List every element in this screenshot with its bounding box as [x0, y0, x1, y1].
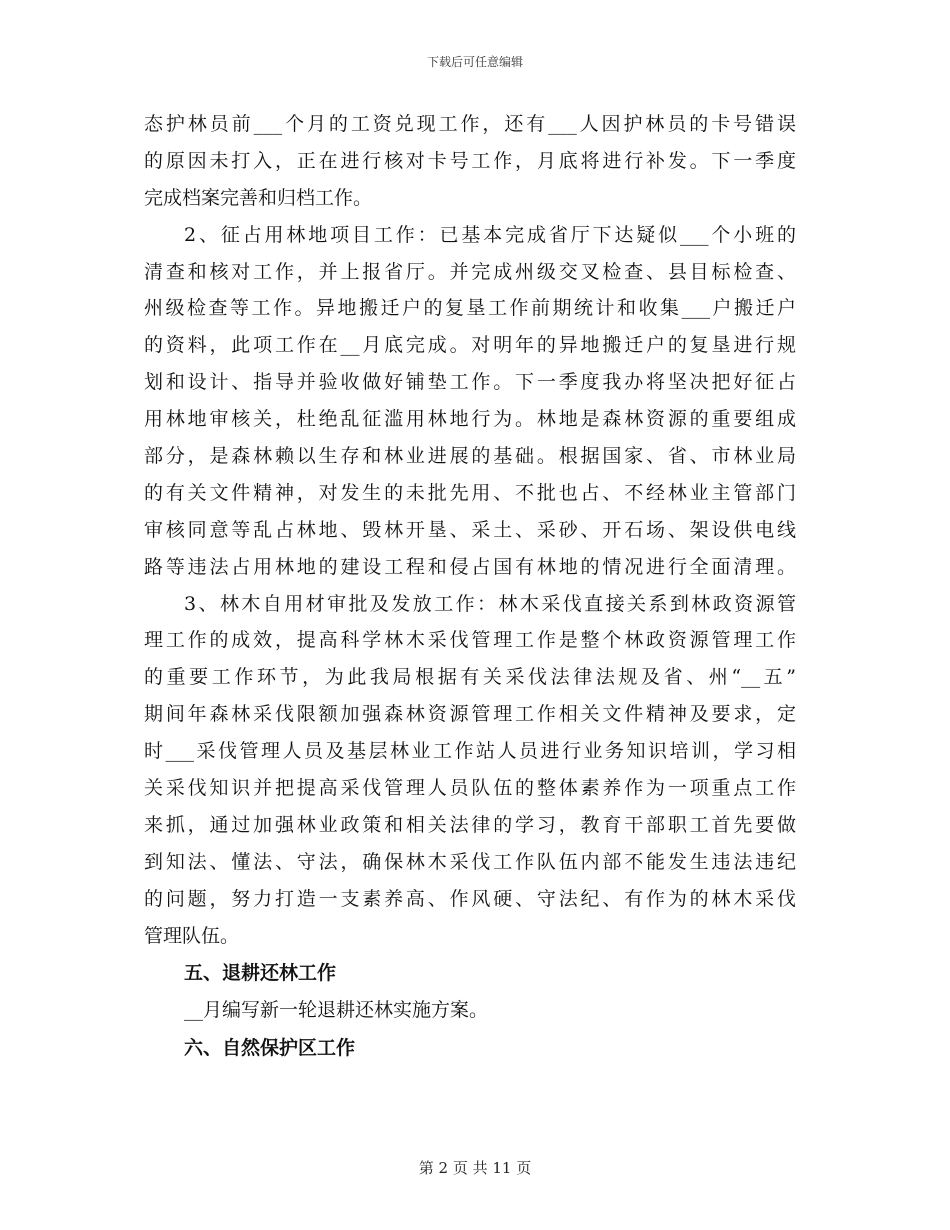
body-line: 关采伐知识并把提高采伐管理人员队伍的整体素养作为一项重点工作 [144, 777, 796, 800]
body-line: 期间年森林采伐限额加强森林资源管理工作相关文件精神及要求，定 [144, 703, 796, 726]
body-line: 部分，是森林赖以生存和林业进展的基础。根据国家、省、市林业局 [144, 445, 796, 468]
body-line: 来抓，通过加强林业政策和相关法律的学习，教育干部职工首先要做 [144, 813, 796, 836]
body-line: 的重要工作环节，为此我局根据有关采伐法律法规及省、州“__五” [144, 666, 796, 689]
body-line: 到知法、懂法、守法，确保林木采伐工作队伍内部不能发生违法违纪 [144, 850, 796, 873]
body-line: 清查和核对工作，并上报省厅。并完成州级交叉检查、县目标检查、 [144, 260, 796, 283]
body-line: 的资料，此项工作在__月底完成。对明年的异地搬迁户的复垦进行规 [144, 334, 796, 357]
page-footer: 第 2 页 共 11 页 [418, 1159, 532, 1177]
body-line: 完成档案完善和归档工作。 [144, 186, 373, 209]
body-line: 划和设计、指导并验收做好铺垫工作。下一季度我办将坚决把好征占 [144, 371, 796, 394]
page-header: 下载后可任意编辑 [426, 55, 523, 69]
body-line: 州级检查等工作。异地搬迁户的复垦工作前期统计和收集___户搬迁户 [144, 297, 796, 320]
body-line: 的有关文件精神，对发生的未批先用、不批也占、不经林业主管部门 [144, 481, 796, 504]
body-line: 态护林员前___个月的工资兑现工作，还有___人因护林员的卡号错误 [144, 113, 796, 135]
body-line: 管理队伍。 [144, 924, 240, 947]
body-line: 时___采伐管理人员及基层林业工作站人员进行业务知识培训，学习相 [144, 740, 796, 763]
body-line: 3、林木自用材审批及发放工作：林木采伐直接关系到林政资源管 [184, 592, 796, 615]
body-line: 路等违法占用林地的建设工程和侵占国有林地的情况进行全面清理。 [144, 555, 796, 578]
document-body [144, 106, 796, 1067]
body-line: 的原因未打入，正在进行核对卡号工作，月底将进行补发。下一季度 [144, 149, 796, 172]
body-line: 理工作的成效，提高科学林木采伐管理工作是整个林政资源管理工作 [144, 629, 796, 652]
body-line: 用林地审核关，杜绝乱征滥用林地行为。林地是森林资源的重要组成 [144, 408, 796, 431]
section-5-paragraph: __月编写新一轮退耕还林实施方案。 [184, 999, 489, 1022]
body-line: 的问题，努力打造一支素养高、作风硬、守法纪、有作为的林木采伐 [144, 887, 796, 910]
body-line: 审核同意等乱占林地、毁林开垦、采土、采砂、开石场、架设供电线 [144, 518, 796, 541]
section-heading-5: 五、退耕还林工作 [184, 962, 337, 985]
section-heading-6: 六、自然保护区工作 [184, 1037, 356, 1060]
body-line: 2、征占用林地项目工作：已基本完成省厅下达疑似___个小班的 [184, 223, 796, 246]
